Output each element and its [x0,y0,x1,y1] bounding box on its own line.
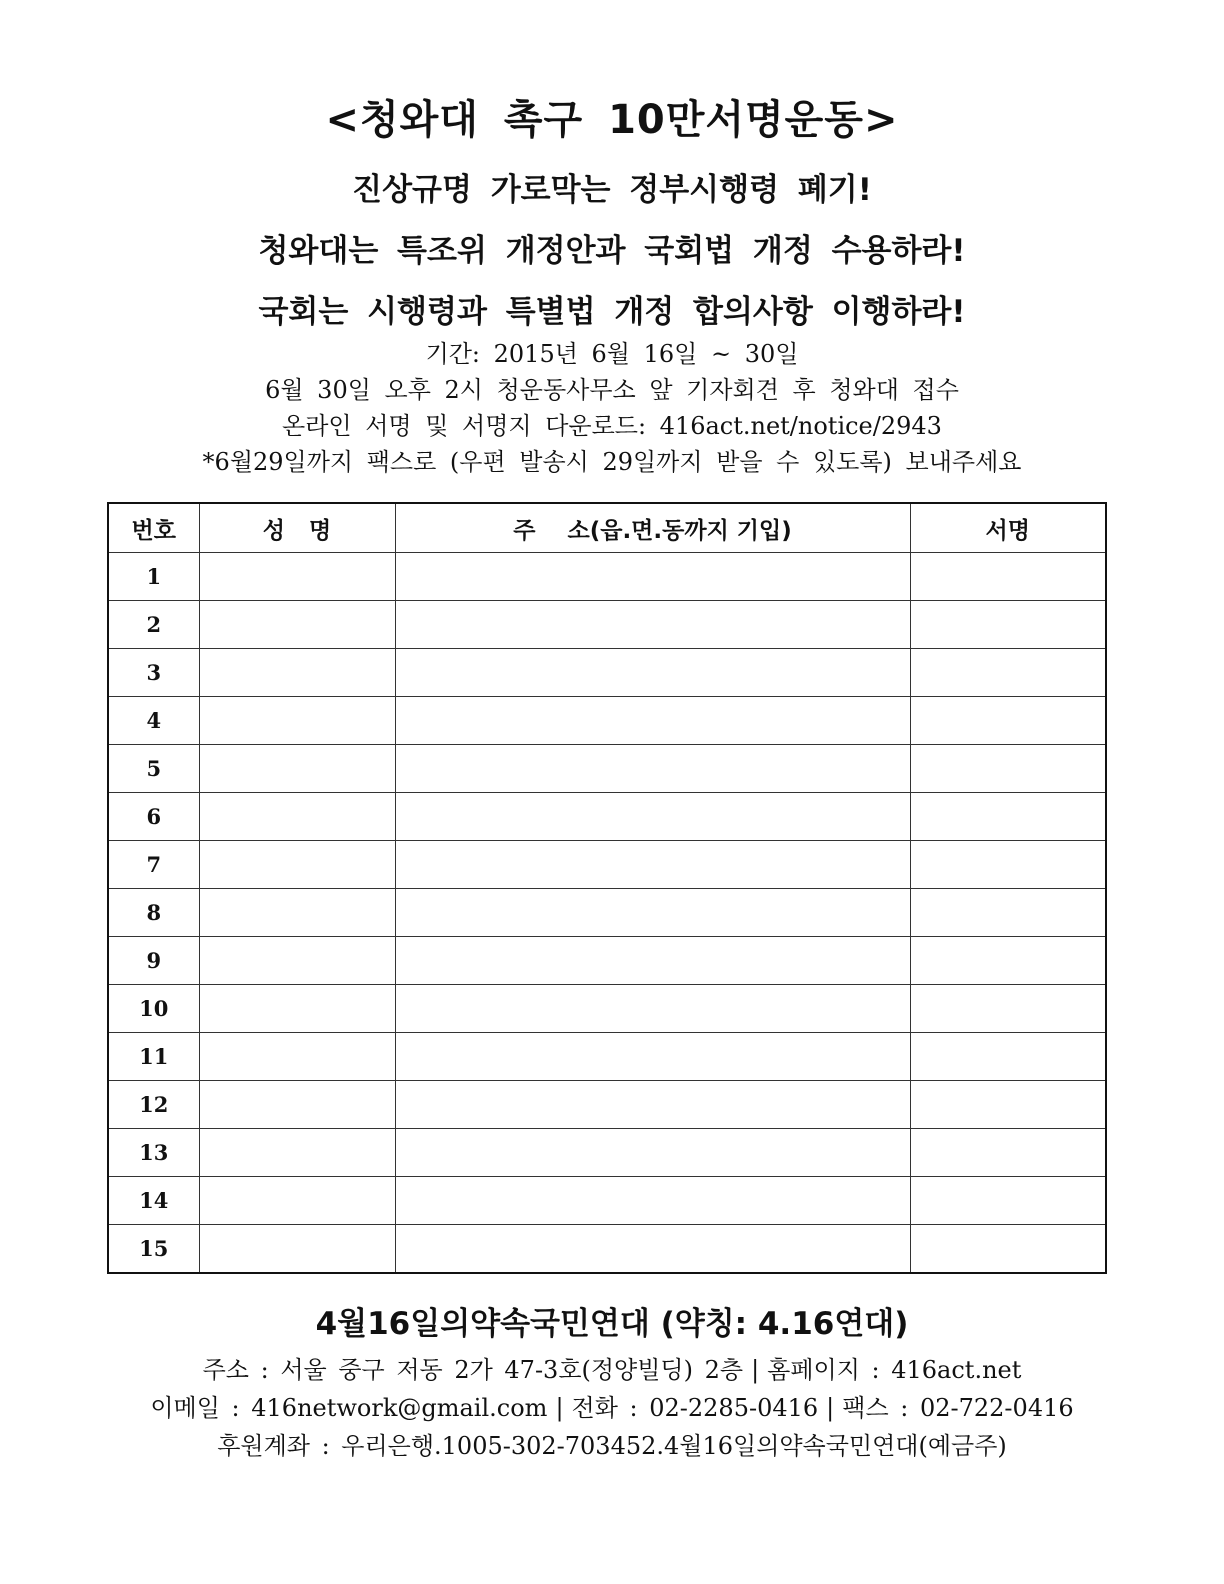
name-cell[interactable] [199,745,395,793]
table-row [108,1177,1106,1225]
table-row [108,1033,1106,1081]
separator: | [555,1394,564,1422]
address-cell[interactable] [395,553,910,601]
name-cell[interactable] [199,985,395,1033]
bank-account-text: 후원계좌 : 우리은행.1005-302-703452.4월16일의약속국민연대(예금주) [217,1432,1007,1460]
name-cell[interactable] [199,793,395,841]
signature-cell[interactable] [910,1177,1106,1225]
table-row [108,841,1106,889]
header-number: 번호 [108,503,199,553]
contact-line [0,1388,1224,1423]
table-row [108,1225,1106,1274]
table-row [108,1129,1106,1177]
name-cell[interactable] [199,841,395,889]
row-number: 9 [108,937,199,985]
row-number: 8 [108,889,199,937]
row-number: 12 [108,1081,199,1129]
headline-2: 청와대는 특조위 개정안과 국회법 개정 수용하라! [258,233,966,269]
name-cell[interactable] [199,1225,395,1274]
name-cell[interactable] [199,553,395,601]
address-cell[interactable] [395,601,910,649]
signature-cell[interactable] [910,1081,1106,1129]
organization-name: 4월16일의약속국민연대 (약칭: 4.16연대) [315,1306,909,1342]
address-cell[interactable] [395,1225,910,1274]
table-row [108,697,1106,745]
row-number: 1 [108,553,199,601]
address-cell[interactable] [395,841,910,889]
name-cell[interactable] [199,1081,395,1129]
address-text: 주소 : 서울 중구 저동 2가 47-3호(정양빌딩) 2층 [202,1356,744,1384]
row-number: 11 [108,1033,199,1081]
row-number: 13 [108,1129,199,1177]
table-row [108,601,1106,649]
fax-notice-text: *6월29일까지 팩스로 (우편 발송시 29일까지 받을 수 있도록) 보내주세요 [202,448,1022,476]
signature-cell[interactable] [910,985,1106,1033]
signature-cell[interactable] [910,1129,1106,1177]
signature-table [107,502,1107,1274]
name-cell[interactable] [199,937,395,985]
signature-cell[interactable] [910,793,1106,841]
row-number: 4 [108,697,199,745]
name-cell[interactable] [199,1129,395,1177]
row-number: 10 [108,985,199,1033]
signature-cell[interactable] [910,937,1106,985]
row-number: 7 [108,841,199,889]
table-row [108,553,1106,601]
row-number: 15 [108,1225,199,1274]
separator: | [751,1356,760,1384]
signature-cell[interactable] [910,889,1106,937]
table-row [108,889,1106,937]
header-address: 주 소(읍.면.동까지 기입) [395,503,910,553]
name-cell[interactable] [199,889,395,937]
headline-1: 진상규명 가로막는 정부시행령 폐기! [352,172,872,208]
address-cell[interactable] [395,1129,910,1177]
row-number: 2 [108,601,199,649]
address-cell[interactable] [395,697,910,745]
table-row [108,937,1106,985]
table-row [108,1081,1106,1129]
address-cell[interactable] [395,889,910,937]
table-header-row [108,503,1106,553]
homepage-text: 홈페이지 : 416act.net [767,1356,1022,1384]
name-cell[interactable] [199,697,395,745]
signature-cell[interactable] [910,841,1106,889]
address-cell[interactable] [395,649,910,697]
signature-cell[interactable] [910,649,1106,697]
address-cell[interactable] [395,985,910,1033]
page-title: <청와대 촉구 10만서명운동> [325,97,899,143]
name-cell[interactable] [199,1177,395,1225]
row-number: 14 [108,1177,199,1225]
table-row [108,745,1106,793]
name-cell[interactable] [199,1033,395,1081]
row-number: 5 [108,745,199,793]
online-download-text: 온라인 서명 및 서명지 다운로드: 416act.net/notice/2943 [282,412,942,440]
address-cell[interactable] [395,745,910,793]
address-line [0,1350,1224,1385]
period-text: 기간: 2015년 6월 16일 ~ 30일 [425,340,799,368]
phone-text: 전화 : 02-2285-0416 [571,1394,819,1422]
row-number: 6 [108,793,199,841]
email-text: 이메일 : 416network@gmail.com [150,1394,548,1422]
signature-cell[interactable] [910,553,1106,601]
signature-cell[interactable] [910,1033,1106,1081]
signature-cell[interactable] [910,1225,1106,1274]
address-cell[interactable] [395,1177,910,1225]
separator: | [826,1394,835,1422]
signature-cell[interactable] [910,697,1106,745]
header-signature: 서명 [910,503,1106,553]
address-cell[interactable] [395,937,910,985]
table-row [108,985,1106,1033]
address-cell[interactable] [395,1033,910,1081]
table-row [108,793,1106,841]
header-name: 성 명 [199,503,395,553]
name-cell[interactable] [199,601,395,649]
headline-3: 국회는 시행령과 특별법 개정 합의사항 이행하라! [258,294,966,330]
table-row [108,649,1106,697]
row-number: 3 [108,649,199,697]
address-cell[interactable] [395,793,910,841]
press-conference-text: 6월 30일 오후 2시 청운동사무소 앞 기자회견 후 청와대 접수 [265,376,959,404]
signature-cell[interactable] [910,601,1106,649]
signature-cell[interactable] [910,745,1106,793]
name-cell[interactable] [199,649,395,697]
address-cell[interactable] [395,1081,910,1129]
fax-text: 팩스 : 02-722-0416 [842,1394,1074,1422]
